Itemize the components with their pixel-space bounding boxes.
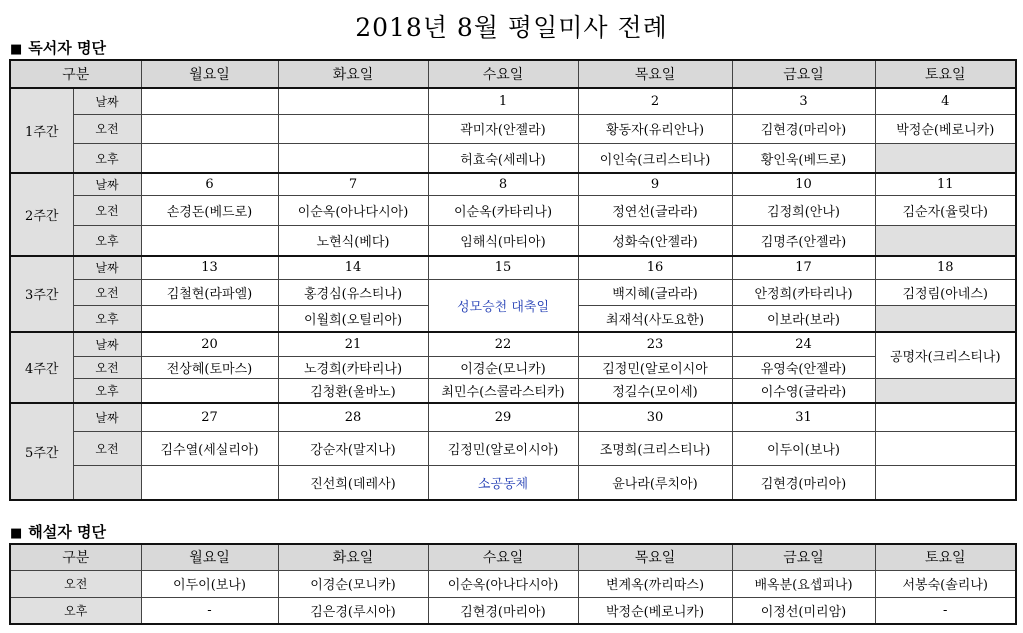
table-cell: 배옥분(요셉피나) [732,570,875,597]
table-cell: 28 [278,403,428,431]
table-cell: 진선희(데레사) [278,465,428,500]
readers-header-mon: 월요일 [141,60,278,88]
table-cell: 이순옥(아나다시아) [428,570,578,597]
table-cell [875,144,1016,173]
table-cell [875,306,1016,332]
table-row [10,226,1016,256]
table-row [10,403,1016,431]
row-label: 오전 [73,356,141,378]
table-cell: 윤나라(루치아) [578,465,732,500]
table-cell: 이보라(보라) [732,306,875,332]
readers-header-sat: 토요일 [875,60,1016,88]
table-cell: 변계옥(까리따스) [578,570,732,597]
readers-header-row [10,60,1016,88]
table-row [10,378,1016,402]
row-label: 오후 [73,306,141,332]
week-label: 2주간 [10,173,73,256]
table-cell: 이순옥(아나다시아) [278,195,428,225]
table-cell: 백지혜(글라라) [578,279,732,305]
table-cell: 이수영(글라라) [732,378,875,402]
table-cell: 성화숙(안젤라) [578,226,732,256]
table-cell: 10 [732,173,875,195]
table-cell [875,378,1016,402]
table-cell: 21 [278,332,428,356]
table-cell [278,144,428,173]
table-cell: 7 [278,173,428,195]
week-label: 4주간 [10,332,73,403]
row-label: 오후 [10,597,141,624]
table-cell: 23 [578,332,732,356]
table-cell: 2 [578,88,732,114]
table-cell: - [141,597,278,624]
table-cell: 김현경(마리아) [428,597,578,624]
commentators-header-tue: 화요일 [278,544,428,570]
table-cell: 서봉숙(솔리나) [875,570,1016,597]
row-label: 오전 [10,570,141,597]
week-label: 1주간 [10,88,73,173]
table-cell: 김정림(아네스) [875,279,1016,305]
row-label: 오전 [73,114,141,143]
table-row [10,195,1016,225]
table-cell: 임해식(마티아) [428,226,578,256]
table-cell: 김현경(마리아) [732,114,875,143]
table-cell: 유영숙(안젤라) [732,356,875,378]
readers-header-thu: 목요일 [578,60,732,88]
row-label: 날짜 [73,173,141,195]
table-cell: 정길수(모이세) [578,378,732,402]
table-row [10,431,1016,465]
commentators-section-label [10,521,106,542]
row-label: 오후 [73,226,141,256]
table-cell: - [875,597,1016,624]
table-row [10,173,1016,195]
commentators-header-wed: 수요일 [428,544,578,570]
table-cell: 최재석(사도요한) [578,306,732,332]
table-cell [278,114,428,143]
table-cell: 8 [428,173,578,195]
table-cell: 11 [875,173,1016,195]
table-cell: 공명자(크리스티나) [875,332,1016,379]
row-label: 날짜 [73,88,141,114]
table-cell: 6 [141,173,278,195]
table-cell [875,403,1016,431]
row-label: 날짜 [73,256,141,279]
table-cell: 27 [141,403,278,431]
square-bullet-icon: ■ [10,42,23,57]
table-cell: 노경희(카타리나) [278,356,428,378]
table-row [10,144,1016,173]
table-cell: 이순옥(카타리나) [428,195,578,225]
table-cell: 이정선(미리암) [732,597,875,624]
table-row [10,88,1016,114]
table-row [10,114,1016,143]
feast-day-cell: 성모승천 대축일 [428,279,578,332]
table-cell: 15 [428,256,578,279]
table-cell: 3 [732,88,875,114]
table-cell: 황인욱(베드로) [732,144,875,173]
table-cell [141,306,278,332]
table-cell: 전상혜(토마스) [141,356,278,378]
table-cell: 김철현(라파엘) [141,279,278,305]
row-label: 오전 [73,195,141,225]
table-cell: 18 [875,256,1016,279]
commentators-header-sat: 토요일 [875,544,1016,570]
table-cell: 31 [732,403,875,431]
table-cell: 김청환(울바노) [278,378,428,402]
commentators-table [9,543,1017,625]
readers-header-category: 구분 [10,60,141,88]
small-community-cell: 소공동체 [428,465,578,500]
table-cell: 박정순(베로니카) [875,114,1016,143]
row-label: 오후 [73,378,141,402]
table-cell: 안정희(카타리나) [732,279,875,305]
table-cell: 홍경심(유스티나) [278,279,428,305]
row-label: 오후 [73,144,141,173]
table-cell [141,226,278,256]
table-cell: 김정희(안나) [732,195,875,225]
table-cell: 24 [732,332,875,356]
square-bullet-icon: ■ [10,526,23,541]
commentators-header-fri: 금요일 [732,544,875,570]
readers-label: 독서자 명단 [28,39,106,57]
table-cell [141,465,278,500]
table-cell: 9 [578,173,732,195]
table-cell: 김순자(율릿다) [875,195,1016,225]
table-cell: 김정민(알로이시아) [428,431,578,465]
table-cell: 손경돈(베드로) [141,195,278,225]
table-cell: 17 [732,256,875,279]
table-row [10,570,1016,597]
table-cell: 30 [578,403,732,431]
table-cell [141,378,278,402]
week-label: 3주간 [10,256,73,332]
table-row [10,332,1016,356]
readers-section-label [10,37,106,58]
readers-table [9,59,1017,501]
table-cell [141,144,278,173]
table-cell: 정연선(글라라) [578,195,732,225]
table-cell: 곽미자(안젤라) [428,114,578,143]
table-row [10,256,1016,279]
table-cell [875,226,1016,256]
table-cell: 1 [428,88,578,114]
table-cell: 황동자(유리안나) [578,114,732,143]
table-row [10,279,1016,305]
table-cell: 16 [578,256,732,279]
table-cell: 이경순(모니카) [278,570,428,597]
table-cell: 김정민(알로이시아 [578,356,732,378]
table-cell: 김수열(세실리아) [141,431,278,465]
table-cell [141,114,278,143]
table-cell [875,465,1016,500]
commentators-header-thu: 목요일 [578,544,732,570]
commentators-header-row [10,544,1016,570]
table-cell: 김은경(루시아) [278,597,428,624]
row-label: 날짜 [73,332,141,356]
table-cell: 14 [278,256,428,279]
table-cell [875,431,1016,465]
page-title: 2018년 8월 평일미사 전례 [355,13,668,42]
readers-header-fri: 금요일 [732,60,875,88]
commentators-header-mon: 월요일 [141,544,278,570]
table-cell: 조명희(크리스티나) [578,431,732,465]
table-cell: 4 [875,88,1016,114]
table-row [10,465,1016,500]
table-cell: 13 [141,256,278,279]
table-cell: 이두이(보나) [141,570,278,597]
readers-header-tue: 화요일 [278,60,428,88]
table-cell: 22 [428,332,578,356]
commentators-header-category: 구분 [10,544,141,570]
table-cell: 이월희(오틸리아) [278,306,428,332]
table-cell: 강순자(말지나) [278,431,428,465]
table-row [10,356,1016,378]
table-cell: 김명주(안젤라) [732,226,875,256]
row-label: 날짜 [73,403,141,431]
table-row [10,597,1016,624]
table-cell: 노현식(베다) [278,226,428,256]
table-cell: 허효숙(세레나) [428,144,578,173]
row-label [73,465,141,500]
table-cell [141,88,278,114]
commentators-label: 해설자 명단 [28,523,106,541]
table-cell: 이인숙(크리스티나) [578,144,732,173]
table-cell: 20 [141,332,278,356]
table-cell: 최민수(스콜라스티카) [428,378,578,402]
table-cell: 김현경(마리아) [732,465,875,500]
row-label: 오전 [73,279,141,305]
table-cell: 29 [428,403,578,431]
row-label: 오전 [73,431,141,465]
table-cell: 이두이(보나) [732,431,875,465]
table-cell: 이경순(모니카) [428,356,578,378]
table-cell: 박정순(베로니카) [578,597,732,624]
week-label: 5주간 [10,403,73,500]
table-cell [278,88,428,114]
readers-header-wed: 수요일 [428,60,578,88]
